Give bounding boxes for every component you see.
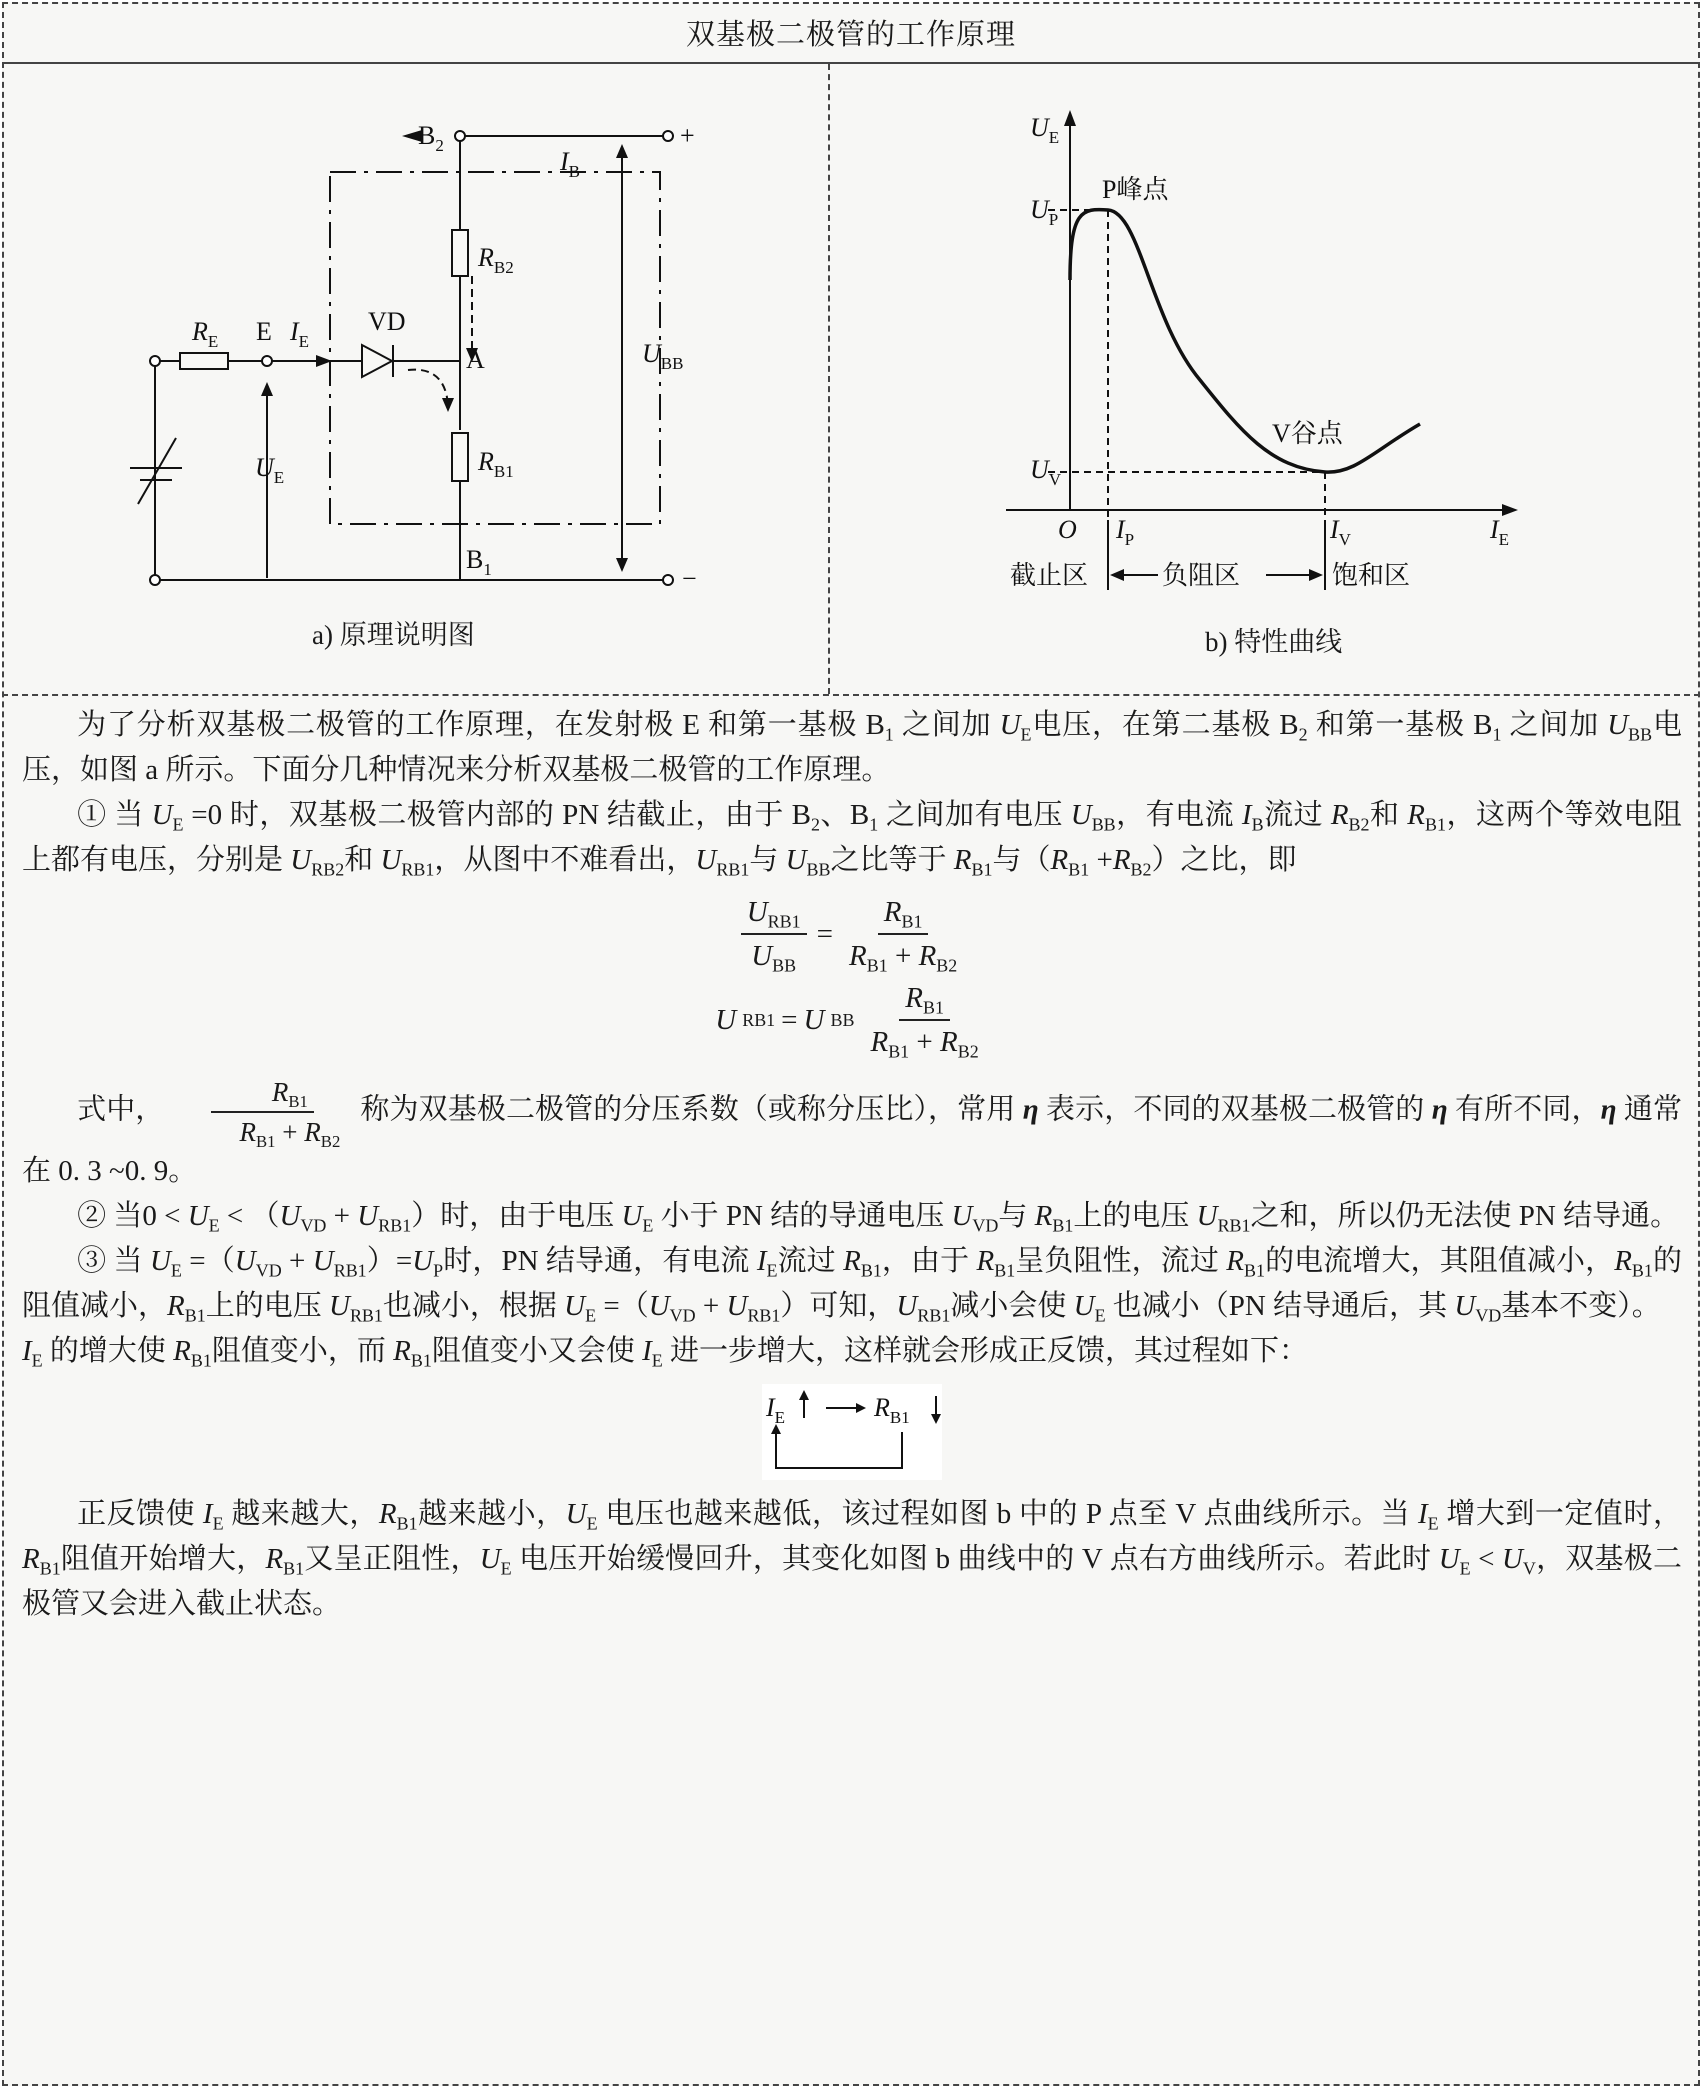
terminal-left-top — [150, 356, 160, 366]
fb-loop-line — [776, 1430, 902, 1468]
terminal-minus — [663, 575, 673, 585]
paragraph-case-1: ① 当 $U_E =0$ 时，双基极二极管内部的 PN 结截止，由于 $B_2$、$B_1$ 之间加有电压 $U_{BB}$，有电流 $I_B$流过 $R_{B2}$和 $R_{B1}$，这两个等效电阻上都有电压，分别是 $U_{RB2}$和 $U_{RB1}$，从图中不难看出，$U_{RB1}$与 $U_{BB}$之比等于 $R_{B1}$与$(R_{B1} +R_{B2})$之比，即 — [22, 799, 1682, 880]
fb-right-arrowhead — [856, 1403, 866, 1413]
resistor-re — [180, 353, 228, 369]
region-arrowhead-left — [1110, 569, 1124, 581]
dashed-arrowhead-b — [442, 398, 454, 412]
body-text — [22, 703, 1682, 1627]
label-v-point: V谷点 — [1272, 419, 1343, 448]
paragraph-ending: 正反馈使 $I_E$ 越来越大，$R_{B1}$越来越小，$U_E$ 电压也越来越低，该过程如图 b 中的 P 点至 V 点曲线所示。当 $I_E$ 增大到一定值时，$R_{B1}$阻值开始增大，$R_{B1}$又呈正阻性，$U_E$ 电压开始缓慢回升，其变化如图 b 曲线中的 V 点右方曲线所示。若此时 $U_E < U_V$，双基极二极管又会进入截止状态。 — [22, 1498, 1682, 1620]
resistor-rb2 — [452, 230, 468, 276]
label-re: $R_E$ — [192, 317, 219, 351]
circuit-diagram — [120, 100, 720, 600]
label-plus: + — [680, 121, 695, 150]
title-text: 双基极二极管的工作原理 — [685, 18, 1016, 51]
label-e: E — [256, 317, 272, 346]
label-saturation: 饱和区 — [1332, 561, 1411, 590]
label-up: $U_P$ — [1030, 195, 1059, 229]
label-uv: $U_V$ — [1030, 455, 1062, 489]
fb-label-rb1: $R_{B1}$ — [874, 1393, 910, 1427]
fb-label-ie: $I_E$ — [766, 1393, 786, 1427]
paragraph-case-3: ③ 当 $U_E =(U_{VD} + U_{RB1})=U_P$时，PN 结导通，有电流 $I_E$流过 $R_{B1}$，由于 $R_{B1}$呈负阻性，流过 $R_{B1}$的电流增大，其阻值减小，$R_{B1}$的阻值减小，$R_{B1}$上的电压 $U_{RB1}$也减小，根据 $U_E =(U_{VD} + U_{RB1})$可知，$U_{RB1}$减小会使 $U_E$ 也减小（PN 结导通后，其 $U_{VD}$基本不变）。 — [22, 1245, 1682, 1326]
label-b1: $B_1$ — [466, 545, 492, 579]
formula-ratio: $\frac{U_{RB1}}{U_{BB}}$ = $\frac{R_{B1}}{R_{B1} + R_{B2}}$ — [22, 893, 1682, 975]
label-ip: $I_P$ — [1116, 515, 1135, 549]
y-axis-arrowhead — [1064, 110, 1076, 126]
terminal-e — [262, 356, 272, 366]
label-cutoff: 截止区 — [1010, 561, 1089, 590]
label-ubb: $U_{BB}$ — [642, 339, 684, 373]
figure-divider — [828, 64, 830, 694]
variable-source-arrow — [138, 438, 176, 504]
fb-up-arrowhead — [799, 1390, 809, 1400]
label-rb2: $R_{B2}$ — [478, 243, 514, 277]
diode-vd-triangle — [362, 345, 392, 377]
ubb-arrowhead-top — [616, 144, 628, 158]
resistor-rb1 — [452, 433, 468, 481]
figure-b-caption: b) 特性曲线 — [1205, 627, 1343, 657]
characteristic-curve — [990, 100, 1530, 600]
label-ue: $U_E$ — [255, 453, 285, 487]
region-arrowhead-right — [1309, 569, 1323, 581]
dashed-current-path — [408, 370, 448, 405]
label-a: A — [466, 345, 485, 374]
section-divider — [2, 694, 1700, 696]
fb-down-arrowhead — [931, 1414, 941, 1424]
paragraph-feedback: $I_E$ 的增大使 $R_{B1}$阻值变小，而 $R_{B1}$阻值变小又会使 $I_E$ 进一步增大，这样就会形成正反馈，其过程如下： — [22, 1335, 1309, 1371]
label-origin: O — [1058, 515, 1077, 544]
label-ib: $I_B$ — [560, 147, 581, 181]
page-title — [2, 2, 1700, 64]
terminal-b2 — [455, 131, 465, 141]
formula-urb1: U RB1 = U BB $\frac{R_{B1}}{R_{B1} + R_{B2}}$ — [22, 979, 1682, 1061]
feedback-loop — [762, 1384, 942, 1480]
ue-arrowhead — [261, 382, 273, 396]
ujt-curve — [1070, 210, 1420, 473]
feedback-diagram — [22, 1384, 1682, 1480]
label-b2: $B_2$ — [418, 121, 444, 155]
label-iv: $I_V$ — [1330, 515, 1351, 549]
paragraph-case-2: ② 当$0 < U_E < (U_{VD} + U_{RB1})$时，由于电压 $U_E$ 小于 PN 结的导通电压 $U_{VD}$与 $R_{B1}$上的电压 $U_{RB1}$之和，所以仍无法使 PN 结导通。 — [77, 1200, 1680, 1236]
label-ie-axis: $I_E$ — [1490, 515, 1510, 549]
label-negative: 负阻区 — [1162, 561, 1241, 590]
label-minus: − — [682, 564, 697, 593]
terminal-plus — [663, 131, 673, 141]
label-p-point: P峰点 — [1102, 175, 1169, 204]
x-axis-arrowhead — [1502, 504, 1518, 516]
label-rb1: $R_{B1}$ — [478, 447, 514, 481]
label-vd: VD — [368, 307, 406, 336]
ubb-arrowhead-bottom — [616, 558, 628, 572]
terminal-left-bottom — [150, 575, 160, 585]
label-ue-axis: $U_E$ — [1030, 113, 1060, 147]
label-ie: $I_E$ — [290, 317, 310, 351]
paragraph-eta: 式中， $\frac{R_{B1}}{R_{B1} + R_{B2}}$ 称为双基极二极管的分压系数（或称分压比），常用 η 表示，不同的双基极二极管的 η 有所不同，η 通常在 0. 3 ~0. 9。 — [22, 1077, 1682, 1187]
figure-a-caption: a) 原理说明图 — [312, 620, 475, 650]
paragraph-intro: 为了分析双基极二极管的工作原理，在发射极 E 和第一基极 $B_1$ 之间加 $U_E$电压，在第二基极 $B_2$ 和第一基极 $B_1$ 之间加 $U_{BB}$电压，如图 a 所示。下面分几种情况来分析双基极二极管的工作原理。 — [22, 709, 1683, 786]
